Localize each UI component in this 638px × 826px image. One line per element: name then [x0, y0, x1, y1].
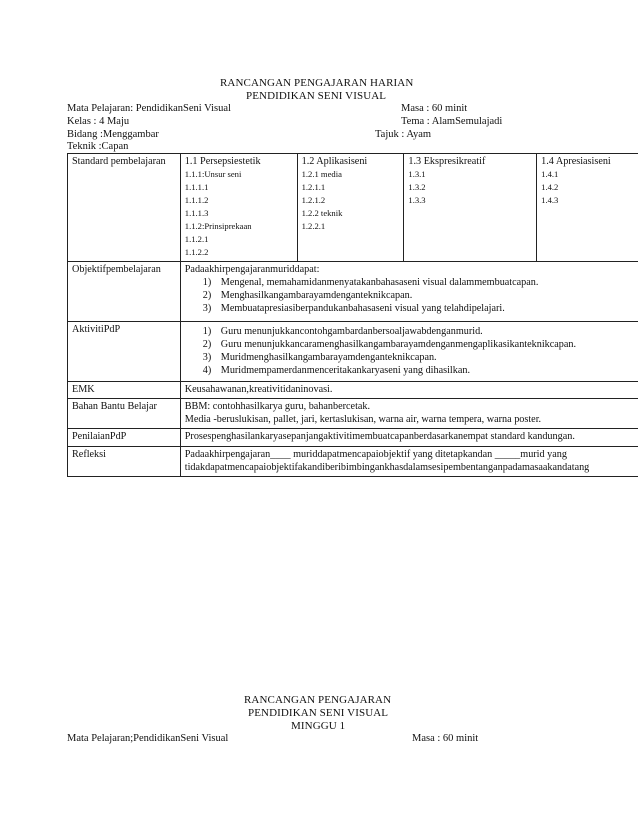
list-item: [185, 325, 638, 338]
standard-item: 1.2.2.1: [301, 221, 326, 231]
objektif-list: [185, 276, 638, 315]
penilaian-row: [68, 429, 638, 447]
tema: Tema : AlamSemulajadi: [401, 116, 503, 127]
page2-subtitle: PENDIDIKAN SENI VISUAL: [248, 707, 389, 719]
list-number: 2): [202, 339, 212, 350]
aktiviti-content: [180, 322, 638, 382]
page-title: RANCANGAN PENGAJARAN HARIAN: [220, 77, 414, 89]
mata-pelajaran: Mata Pelajaran: PendidikanSeni Visual: [67, 103, 231, 114]
emk-content: Keusahawanan,kreativitidaninovasi.: [180, 382, 638, 399]
standard-col-4: [537, 154, 638, 262]
page2-masa: Masa : 60 minit: [412, 733, 479, 744]
list-number: 2): [202, 290, 212, 301]
list-number: 3): [202, 352, 212, 363]
standard-item: 1.3.1: [408, 169, 426, 179]
bahan-label: Bahan Bantu Belajar: [68, 399, 181, 429]
list-text: Guru menunjukkancontohgambardanbersoaljawabdenganmurid.: [220, 326, 483, 337]
list-item: [185, 276, 638, 289]
list-text: Mengenal, memahamidanmenyatakanbahasaseni visual dalammembuatcapan.: [220, 277, 539, 288]
list-number: 1): [202, 277, 212, 288]
tajuk: Tajuk : Ayam: [375, 129, 432, 140]
standard-item: 1.1.1.2: [184, 195, 209, 205]
standard-item: 1.4.1: [541, 169, 559, 179]
bahan-row: [68, 399, 638, 429]
standard-col-3: [404, 154, 537, 262]
bidang: Bidang :Menggambar: [67, 129, 159, 140]
objektif-row: [68, 262, 638, 322]
refleksi-line-2: tidakdapatmencapaiobjektifakandiberibimbingankhasdalamsesipembentanganpadamasaakandatang: [184, 462, 590, 473]
standard-header: 1.3 Ekspresikreatif: [408, 156, 486, 167]
page2-week: MINGGU 1: [291, 720, 346, 732]
standard-item: 1.1.2.2: [184, 247, 209, 257]
standard-header: 1.4 Apresiasiseni: [541, 156, 611, 167]
standard-item: 1.3.2: [408, 182, 426, 192]
refleksi-line-1: Padaakhirpengajaran____ muriddapatmencapaiobjektif yang ditetapkandan _____murid yang: [184, 449, 567, 460]
standard-item: 1.3.3: [408, 195, 426, 205]
standard-item: 1.2.1.1: [301, 182, 326, 192]
list-item: [185, 364, 638, 377]
list-item: [185, 302, 638, 315]
list-item: [185, 289, 638, 302]
bahan-line-2: Media -beruslukisan, pallet, jari, kertaslukisan, warna air, warna tempera, warna poster.: [184, 414, 542, 425]
lesson-plan-table: [67, 153, 638, 477]
list-text: Muridmempamerdanmenceritakankaryaseni yang dihasilkan.: [220, 365, 470, 376]
refleksi-content: [180, 447, 638, 477]
list-text: Membuatapresiasiberpandukanbahasaseni visual yang telahdipelajari.: [220, 303, 505, 314]
penilaian-content: Prosespenghasilankaryasepanjangaktivitimembuatcapanberdasarkanempat standard kandungan.: [180, 429, 638, 447]
refleksi-row: [68, 447, 638, 477]
teknik: Teknik :Capan: [67, 141, 129, 152]
standard-col-2: [297, 154, 404, 262]
emk-label: EMK: [68, 382, 181, 399]
kelas: Kelas : 4 Maju: [67, 116, 130, 127]
standard-item: 1.2.2 teknik: [301, 208, 343, 218]
standard-row: [68, 154, 638, 262]
aktiviti-row: [68, 322, 638, 382]
standard-header: 1.2 Aplikasiseni: [301, 156, 368, 167]
list-text: Guru menunjukkancaramenghasilkangambarayamdenganmengaplikasikanteknikcapan.: [220, 339, 577, 350]
refleksi-label: Refleksi: [68, 447, 181, 477]
standard-item: 1.1.1:Unsur seni: [184, 169, 242, 179]
bahan-content: [180, 399, 638, 429]
objektif-content: [180, 262, 638, 322]
page2-mata-pelajaran: Mata Pelajaran;PendidikanSeni Visual: [67, 733, 229, 744]
objektif-intro: Padaakhirpengajaranmuriddapat:: [184, 264, 320, 275]
list-text: Muridmenghasilkangambarayamdenganteknikcapan.: [220, 352, 437, 363]
page-subtitle: PENDIDIKAN SENI VISUAL: [246, 90, 387, 102]
standard-item: 1.2.1.2: [301, 195, 326, 205]
list-text: Menghasilkangambarayamdenganteknikcapan.: [220, 290, 413, 301]
page2-title: RANCANGAN PENGAJARAN: [244, 694, 392, 706]
list-item: [185, 351, 638, 364]
standard-item: 1.1.2:Prinsiprekaan: [184, 221, 252, 231]
standard-item: 1.4.3: [541, 195, 559, 205]
objektif-label: Objektifpembelajaran: [68, 262, 181, 322]
aktiviti-list: [185, 323, 638, 377]
standard-item: 1.1.2.1: [184, 234, 209, 244]
standard-col-1: [180, 154, 297, 262]
standard-item: 1.2.1 media: [301, 169, 342, 179]
list-number: 1): [202, 326, 212, 337]
masa: Masa : 60 minit: [401, 103, 468, 114]
list-number: 3): [202, 303, 212, 314]
standard-item: 1.4.2: [541, 182, 559, 192]
standard-label: Standard pembelajaran: [68, 154, 181, 262]
list-item: [185, 338, 638, 351]
emk-row: [68, 382, 638, 399]
bahan-line-1: BBM: contohhasilkarya guru, bahanbercetak.: [184, 401, 371, 412]
standard-item: 1.1.1.3: [184, 208, 209, 218]
aktiviti-label: AktivitiPdP: [68, 322, 181, 382]
list-number: 4): [202, 365, 212, 376]
penilaian-label: PenilaianPdP: [68, 429, 181, 447]
standard-header: 1.1 Persepsiestetik: [184, 156, 261, 167]
standard-item: 1.1.1.1: [184, 182, 209, 192]
